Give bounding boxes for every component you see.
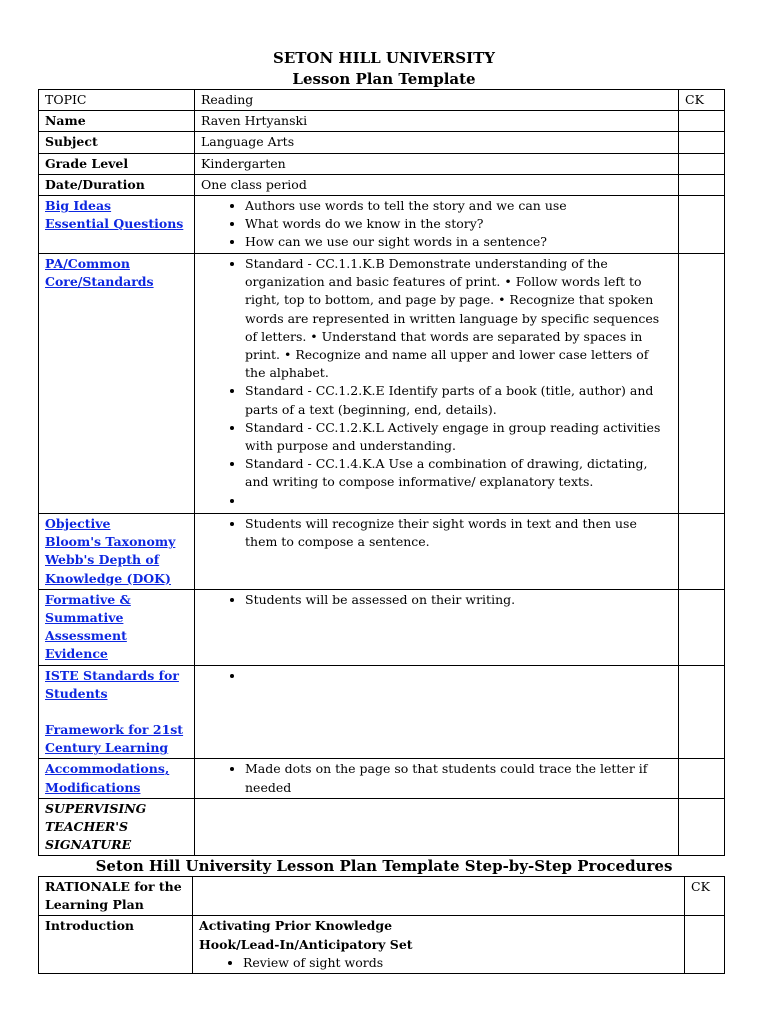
rationale-line: RATIONALE for the: [45, 879, 182, 894]
topic-label: TOPIC: [39, 90, 195, 111]
standards-content: [195, 254, 679, 514]
ck-label: CK: [679, 90, 725, 111]
formative-link[interactable]: Formative &: [45, 591, 131, 607]
ck-cell: [679, 589, 725, 665]
ck-cell: [679, 153, 725, 174]
objective-content: [195, 514, 679, 590]
pa-common-link[interactable]: PA/Common: [45, 256, 130, 272]
accommodations-link[interactable]: Accommodations,: [45, 761, 170, 777]
essential-questions-link[interactable]: Essential Questions: [45, 216, 184, 232]
date-duration-label: Date/Duration: [39, 174, 195, 195]
big-ideas-link[interactable]: Big Ideas: [45, 198, 112, 214]
table-row: [39, 254, 725, 514]
ck-cell: [685, 916, 725, 974]
table-row: [39, 111, 725, 132]
ck-cell: [679, 196, 725, 254]
subject-value: Language Arts: [195, 132, 679, 153]
assessment-link[interactable]: Assessment: [45, 628, 127, 644]
list-item: • Students will be assessed on their writing.: [245, 591, 672, 609]
table-row: [39, 174, 725, 195]
table-row: [39, 759, 725, 798]
list-item: [245, 492, 672, 510]
century-learning-link[interactable]: Century Learning: [45, 740, 169, 756]
topic-value: Reading: [195, 90, 679, 111]
activating-heading: Activating Prior Knowledge: [199, 918, 393, 934]
dok-link[interactable]: Knowledge (DOK): [45, 570, 171, 586]
ck-cell: [679, 665, 725, 759]
table-row: [39, 665, 725, 759]
procedures-table: [38, 876, 725, 974]
assessment-cell: [39, 589, 195, 665]
table-row: [39, 589, 725, 665]
objective-cell: [39, 514, 195, 590]
ck-cell: [679, 111, 725, 132]
procedures-title: Seton Hill University Lesson Plan Template Step-by-Step Procedures: [95, 857, 673, 875]
grade-level-value: Kindergarten: [195, 153, 679, 174]
iste-students-link[interactable]: Students: [45, 685, 108, 701]
webbs-depth-link[interactable]: Webb's Depth of: [45, 552, 160, 568]
rationale-line: Learning Plan: [45, 897, 144, 913]
rationale-label: [39, 877, 193, 916]
lesson-plan-table: [38, 89, 725, 856]
hook-heading: Hook/Lead-In/Anticipatory Set: [199, 936, 413, 952]
assessment-content: [195, 589, 679, 665]
ck-cell: [679, 174, 725, 195]
ck-cell: [679, 759, 725, 798]
signature-cell: [39, 798, 195, 856]
standards-cell: [39, 254, 195, 514]
table-row: [39, 132, 725, 153]
list-item: [245, 667, 672, 685]
name-value: Raven Hrtyanski: [195, 111, 679, 132]
ck-cell: [679, 514, 725, 590]
university-title: SETON HILL UNIVERSITY: [273, 49, 495, 67]
list-item: • What words do we know in the story?: [245, 215, 672, 233]
date-duration-value: One class period: [195, 174, 679, 195]
list-item: • Standard - CC.1.2.K.L Actively engage in group reading activities with purpose and understanding.: [245, 419, 672, 455]
blooms-taxonomy-link[interactable]: Bloom's Taxonomy: [45, 534, 176, 550]
iste-standards-link[interactable]: ISTE Standards for: [45, 667, 179, 683]
list-item: • Authors use words to tell the story and we can use: [245, 197, 672, 215]
ck-cell: [679, 798, 725, 856]
list-item: • Students will recognize their sight words in text and then use them to compose a sentence.: [245, 515, 672, 551]
modifications-link[interactable]: Modifications: [45, 779, 141, 795]
big-ideas-cell: [39, 196, 195, 254]
table-row: [39, 798, 725, 856]
list-item: • Standard - CC.1.2.K.E Identify parts of a book (title, author) and parts of a text (beginning, end, details).: [245, 382, 672, 418]
accommodations-cell: [39, 759, 195, 798]
signature-line: TEACHER'S: [45, 819, 129, 835]
introduction-label: Introduction: [39, 916, 193, 974]
list-item: • Review of sight words: [243, 954, 678, 972]
rationale-value: [193, 877, 685, 916]
grade-level-label: Grade Level: [39, 153, 195, 174]
table-row: [39, 916, 725, 974]
list-item: • Standard - CC.1.4.K.A Use a combination of drawing, dictating, and writing to compose informative/ explanatory texts.: [245, 455, 672, 491]
introduction-content: [193, 916, 685, 974]
framework-21st-link[interactable]: Framework for 21st: [45, 722, 184, 738]
signature-line: SUPERVISING: [45, 800, 147, 816]
name-label: Name: [39, 111, 195, 132]
template-title: Lesson Plan Template: [292, 70, 476, 88]
list-item: • Standard - CC.1.1.K.B Demonstrate understanding of the organization and basic features of print. • Follow words left to right, top to bottom, and page by page. • Recognize that spoken words are represented in written language by specific sequences of letters. • Understand that words are separated by spaces in print. • Recognize and name all upper and lower case letters of the alphabet.: [245, 255, 672, 382]
list-item: • How can we use our sight words in a sentence?: [245, 233, 672, 251]
ck-cell: [679, 132, 725, 153]
signature-field[interactable]: [195, 798, 679, 856]
summative-link[interactable]: Summative: [45, 610, 124, 626]
subject-label: Subject: [39, 132, 195, 153]
ck-label: CK: [685, 877, 725, 916]
iste-cell: [39, 665, 195, 759]
iste-content: [195, 665, 679, 759]
list-item: • Made dots on the page so that students could trace the letter if needed: [245, 760, 672, 796]
table-row: [39, 877, 725, 916]
table-row: [39, 514, 725, 590]
signature-line: SIGNATURE: [45, 837, 132, 853]
objective-link[interactable]: Objective: [45, 516, 111, 532]
ck-cell: [679, 254, 725, 514]
evidence-link[interactable]: Evidence: [45, 646, 108, 662]
table-row: [39, 196, 725, 254]
table-row: [39, 153, 725, 174]
table-row: [39, 90, 725, 111]
accommodations-content: [195, 759, 679, 798]
core-standards-link[interactable]: Core/Standards: [45, 274, 154, 290]
big-ideas-content: [195, 196, 679, 254]
